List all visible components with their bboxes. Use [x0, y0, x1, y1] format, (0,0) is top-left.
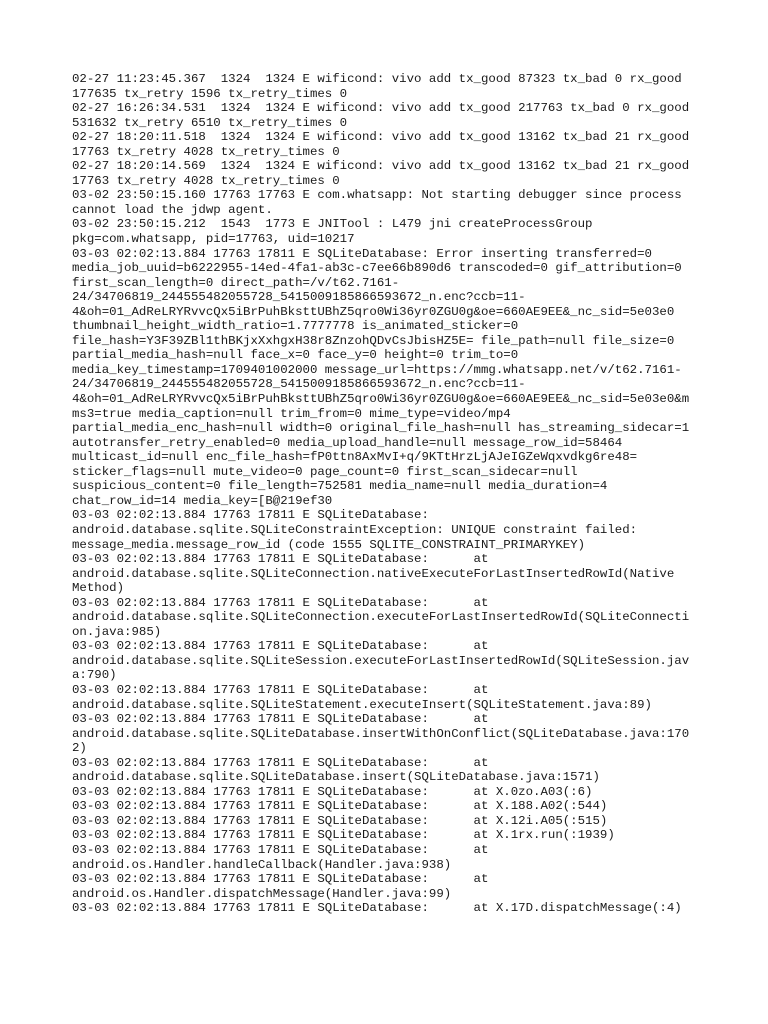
log-line: 03-03 02:02:13.884 17763 17811 E SQLiteDatabase: at: [72, 755, 489, 770]
log-line: 17763 tx_retry 4028 tx_retry_times 0: [72, 173, 340, 188]
log-line: cannot load the jdwp agent.: [72, 202, 273, 217]
log-line: 24/34706819_244555482055728_5415009185866593672_n.enc?ccb=11-: [72, 377, 526, 392]
log-line: 02-27 18:20:11.518 1324 1324 E wificond: vivo add tx_good 13162 tx_bad 21 rx_good: [72, 130, 690, 145]
log-line: ms3=true media_caption=null trim_from=0 mime_type=video/mp4: [72, 406, 511, 421]
log-line: 03-03 02:02:13.884 17763 17811 E SQLiteDatabase: at: [72, 552, 489, 567]
log-line: media_job_uuid=b6222955-14ed-4fa1-ab3c-c7ee66b890d6 transcoded=0 gif_attribution=0: [72, 261, 682, 276]
log-line: android.database.sqlite.SQLiteConnection.executeForLastInsertedRowId(SQLiteConnecti: [72, 610, 690, 625]
log-line: pkg=com.whatsapp, pid=17763, uid=10217: [72, 232, 355, 247]
log-line: 03-03 02:02:13.884 17763 17811 E SQLiteDatabase: at X.188.A02(:544): [72, 799, 608, 814]
log-line: multicast_id=null enc_file_hash=fP0ttn8AxMvI+q/9KTtHrzLjAJeIGZeWqxvdkg6re48=: [72, 450, 638, 465]
log-line: 531632 tx_retry 6510 tx_retry_times 0: [72, 115, 348, 130]
log-line: android.database.sqlite.SQLiteConnection.nativeExecuteForLastInsertedRowId(Native: [72, 566, 675, 581]
log-line: on.java:985): [72, 624, 162, 639]
log-line: 24/34706819_244555482055728_5415009185866593672_n.enc?ccb=11-: [72, 290, 526, 305]
log-line: chat_row_id=14 media_key=[B@219ef30: [72, 493, 333, 508]
log-line: 2): [72, 741, 87, 756]
log-line: 02-27 11:23:45.367 1324 1324 E wificond: vivo add tx_good 87323 tx_bad 0 rx_good: [72, 72, 682, 86]
log-line: 177635 tx_retry 1596 tx_retry_times 0: [72, 86, 348, 101]
log-line: 03-03 02:02:13.884 17763 17811 E SQLiteDatabase: at X.12i.A05(:515): [72, 813, 608, 828]
log-line: sticker_flags=null mute_video=0 page_count=0 first_scan_sidecar=null: [72, 464, 578, 479]
log-line: media_key_timestamp=1709401002000 message_url=https://mmg.whatsapp.net/v/t62.7161-: [72, 362, 682, 377]
log-line: 03-03 02:02:13.884 17763 17811 E SQLiteDatabase: at: [72, 712, 489, 727]
log-line: 03-03 02:02:13.884 17763 17811 E SQLiteDatabase: at X.0zo.A03(:6): [72, 784, 593, 799]
log-line: 03-02 23:50:15.160 17763 17763 E com.whatsapp: Not starting debugger since process: [72, 188, 682, 203]
log-line: android.database.sqlite.SQLiteSession.executeForLastInsertedRowId(SQLiteSession.jav: [72, 653, 690, 668]
log-line: 03-03 02:02:13.884 17763 17811 E SQLiteDatabase: at X.1rx.run(:1939): [72, 828, 615, 843]
log-text-block: [72, 72, 702, 916]
log-line: file_hash=Y3F39ZBl1thBKjxXxhgxH38r8ZnzohQDvCsJbisHZ5E= file_path=null file_size=0: [72, 333, 675, 348]
log-line: 03-02 23:50:15.212 1543 1773 E JNITool : L479 jni createProcessGroup: [72, 217, 593, 232]
log-line: 03-03 02:02:13.884 17763 17811 E SQLiteDatabase: at X.17D.dispatchMessage(:4): [72, 901, 682, 916]
log-line: message_media.message_row_id (code 1555 SQLITE_CONSTRAINT_PRIMARYKEY): [72, 537, 586, 552]
log-line: android.database.sqlite.SQLiteStatement.executeInsert(SQLiteStatement.java:89): [72, 697, 652, 712]
log-line: partial_media_hash=null face_x=0 face_y=0 height=0 trim_to=0: [72, 348, 519, 363]
log-line: a:790): [72, 668, 117, 683]
log-line: android.database.sqlite.SQLiteDatabase.insert(SQLiteDatabase.java:1571): [72, 770, 600, 785]
log-line: 03-03 02:02:13.884 17763 17811 E SQLiteDatabase: at: [72, 872, 489, 887]
log-line: Method): [72, 581, 125, 596]
log-line: 03-03 02:02:13.884 17763 17811 E SQLiteDatabase: at: [72, 682, 489, 697]
log-line: 03-03 02:02:13.884 17763 17811 E SQLiteDatabase: at: [72, 595, 489, 610]
log-line: 02-27 18:20:14.569 1324 1324 E wificond: vivo add tx_good 13162 tx_bad 21 rx_good: [72, 159, 690, 174]
log-line: android.os.Handler.dispatchMessage(Handler.java:99): [72, 886, 452, 901]
log-line: first_scan_length=0 direct_path=/v/t62.7161-: [72, 275, 400, 290]
log-line: android.database.sqlite.SQLiteConstraintException: UNIQUE constraint failed:: [72, 522, 638, 537]
log-line: autotransfer_retry_enabled=0 media_upload_handle=null message_row_id=58464: [72, 435, 623, 450]
log-line: 4&oh=01_AdReLRYRvvcQx5iBrPuhBksttUBhZ5qro0Wi36yr0ZGU0g&oe=660AE9EE&_nc_sid=5e03e0&m: [72, 392, 690, 407]
log-line: 03-03 02:02:13.884 17763 17811 E SQLiteDatabase:: [72, 508, 429, 523]
log-line: android.database.sqlite.SQLiteDatabase.insertWithOnConflict(SQLiteDatabase.java:170: [72, 726, 690, 741]
log-line: partial_media_enc_hash=null width=0 original_file_hash=null has_streaming_sidecar=1: [72, 421, 690, 436]
log-line: 4&oh=01_AdReLRYRvvcQx5iBrPuhBksttUBhZ5qro0Wi36yr0ZGU0g&oe=660AE9EE&_nc_sid=5e03e0: [72, 304, 675, 319]
log-line: 02-27 16:26:34.531 1324 1324 E wificond: vivo add tx_good 217763 tx_bad 0 rx_good: [72, 101, 690, 116]
log-line: 03-03 02:02:13.884 17763 17811 E SQLiteDatabase: at: [72, 639, 489, 654]
log-line: 03-03 02:02:13.884 17763 17811 E SQLiteDatabase: Error inserting transferred=0: [72, 246, 652, 261]
log-line: 03-03 02:02:13.884 17763 17811 E SQLiteDatabase: at: [72, 842, 489, 857]
log-line: suspicious_content=0 file_length=752581 media_name=null media_duration=4: [72, 479, 608, 494]
log-line: thumbnail_height_width_ratio=1.7777778 is_animated_sticker=0: [72, 319, 519, 334]
log-line: android.os.Handler.handleCallback(Handler.java:938): [72, 857, 452, 872]
log-line: 17763 tx_retry 4028 tx_retry_times 0: [72, 144, 340, 159]
